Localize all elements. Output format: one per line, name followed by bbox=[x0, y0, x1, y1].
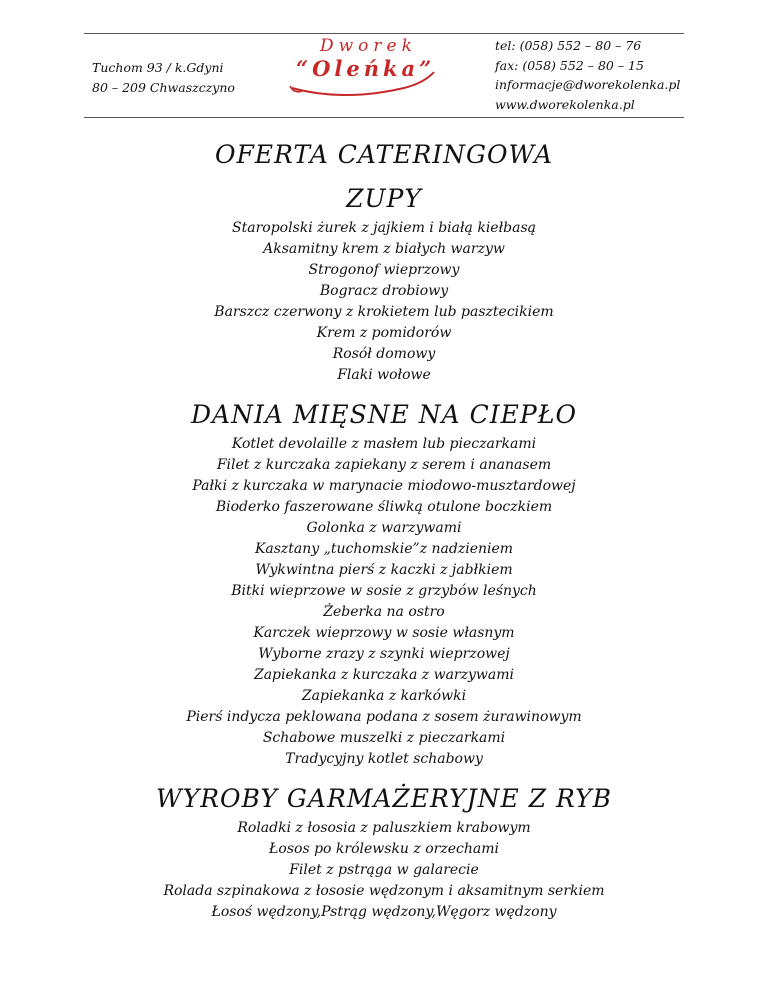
list-item: Pierś indycza peklowana podana z sosem żurawinowym bbox=[186, 709, 582, 725]
contact-block bbox=[495, 36, 680, 114]
contact-phone: tel: (058) 552 – 80 – 76 bbox=[495, 38, 642, 53]
list-item: Strogonof wieprzowy bbox=[308, 262, 460, 278]
list-item: Golonka z warzywami bbox=[306, 520, 462, 536]
list-item: Zapiekanka z kurczaka z warzywami bbox=[253, 667, 514, 683]
header-top-rule bbox=[84, 33, 684, 34]
list-item: Filet z kurczaka zapiekany z serem i ananasem bbox=[216, 457, 552, 473]
list-item: Bitki wieprzowe w sosie z grzybów leśnych bbox=[231, 583, 537, 599]
menu-content bbox=[0, 128, 768, 923]
contact-email: informacje@dworekolenka.pl bbox=[495, 77, 681, 92]
contact-fax: fax: (058) 552 – 80 – 15 bbox=[495, 57, 644, 73]
fish-list bbox=[0, 818, 768, 923]
list-item: Filet z pstrąga w galarecie bbox=[289, 862, 479, 878]
list-item: Krem z pomidorów bbox=[316, 325, 452, 341]
address-block bbox=[92, 58, 235, 98]
logo-text-dworek: Dworek bbox=[320, 36, 417, 56]
list-item: Bioderko faszerowane śliwką otulone boczkiem bbox=[215, 499, 553, 515]
page-title: OFERTA CATERINGOWA bbox=[214, 140, 554, 169]
list-item: Łosoś wędzony,Pstrąg wędzony,Węgorz wędzony bbox=[211, 904, 557, 920]
section-heading-soups: ZUPY bbox=[346, 184, 422, 213]
list-item: Kasztany „tuchomskie”z nadzieniem bbox=[254, 541, 514, 557]
list-item: Flaki wołowe bbox=[337, 367, 431, 383]
logo bbox=[284, 36, 452, 100]
list-item: Roladki z łososia z paluszkiem krabowym bbox=[237, 820, 531, 836]
list-item: Staropolski żurek z jajkiem i białą kiełbasą bbox=[232, 220, 536, 236]
list-item: Bogracz drobiowy bbox=[319, 283, 449, 299]
list-item: Pałki z kurczaka w marynacie miodowo-musztardowej bbox=[192, 478, 576, 494]
list-item: Barszcz czerwony z krokietem lub pasztecikiem bbox=[214, 304, 554, 320]
list-item: Łosos po królewsku z orzechami bbox=[269, 841, 499, 857]
list-item: Żeberka na ostro bbox=[323, 604, 445, 620]
address-line-1: Tuchom 93 / k.Gdyni bbox=[92, 60, 224, 75]
list-item: Karczek wieprzowy w sosie własnym bbox=[253, 625, 515, 641]
soups-list bbox=[0, 218, 768, 386]
contact-website: www.dworekolenka.pl bbox=[495, 96, 635, 112]
list-item: Wyborne zrazy z szynki wieprzowej bbox=[258, 646, 510, 662]
list-item: Aksamitny krem z białych warzyw bbox=[263, 241, 505, 257]
list-item: Rolada szpinakowa z łososie wędzonym i aksamitnym serkiem bbox=[163, 883, 605, 899]
section-heading-fish: WYROBY GARMAŻERYJNE Z RYB bbox=[156, 784, 612, 813]
list-item: Rosół domowy bbox=[332, 346, 436, 362]
list-item: Wykwintna pierś z kaczki z jabłkiem bbox=[255, 562, 513, 578]
header-bottom-rule bbox=[84, 117, 684, 118]
hot-meat-list bbox=[0, 434, 768, 770]
list-item: Zapiekanka z karkówki bbox=[301, 688, 467, 704]
list-item: Kotlet devolaille z masłem lub pieczarkami bbox=[231, 436, 537, 452]
section-heading-hot-meat: DANIA MIĘSNE NA CIEPŁO bbox=[191, 400, 577, 429]
address-line-2: 80 – 209 Chwaszczyno bbox=[92, 80, 235, 95]
list-item: Schabowe muszelki z pieczarkami bbox=[262, 730, 506, 746]
list-item: Tradycyjny kotlet schabowy bbox=[285, 751, 483, 767]
logo-text-olenka: “Oleńka” bbox=[296, 56, 436, 81]
